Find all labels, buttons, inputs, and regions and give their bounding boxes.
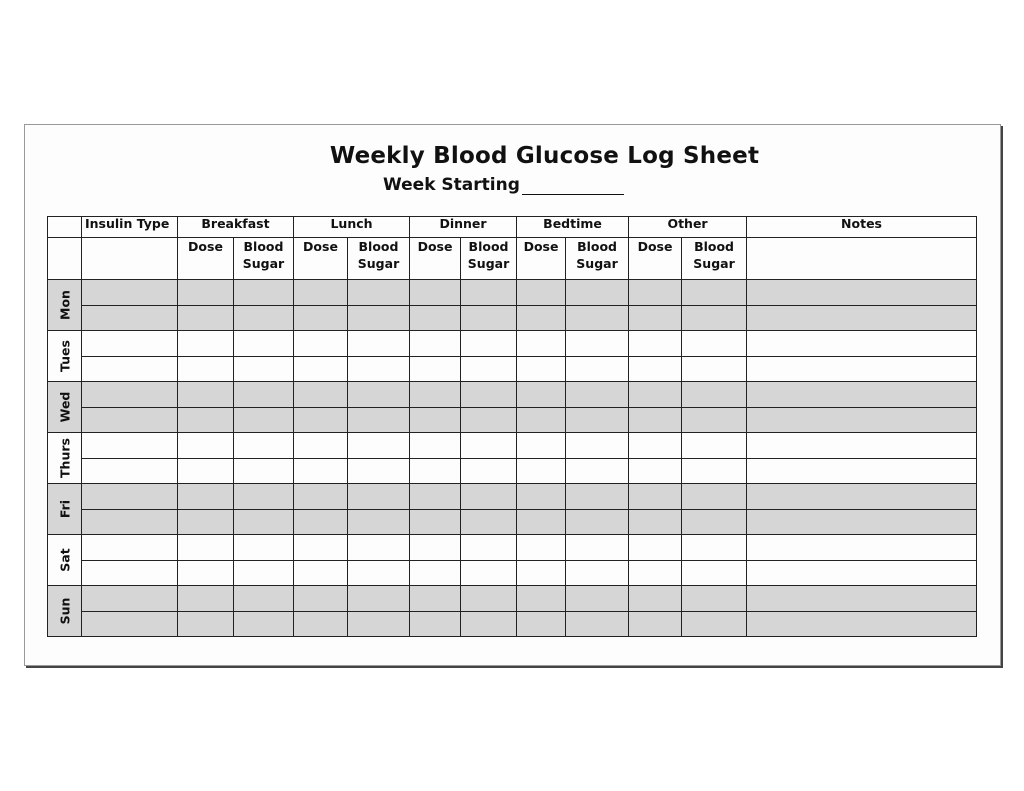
table-row <box>48 484 977 510</box>
log-entry-cell[interactable] <box>566 433 629 459</box>
day-label: Mon <box>57 290 72 320</box>
log-entry-cell[interactable] <box>178 611 234 637</box>
blood-label: Blood <box>468 239 509 254</box>
log-entry-cell[interactable] <box>234 586 294 612</box>
day-cell-tues <box>48 331 82 382</box>
log-entry-cell[interactable] <box>234 305 294 331</box>
dose-header: Dose <box>294 238 348 280</box>
log-entry-cell[interactable] <box>566 331 629 357</box>
log-entry-cell[interactable] <box>348 611 410 637</box>
log-entry-cell[interactable] <box>461 433 517 459</box>
log-entry-cell[interactable] <box>410 509 461 535</box>
week-starting-line <box>383 175 624 195</box>
log-entry-cell[interactable] <box>747 458 977 484</box>
log-entry-cell[interactable] <box>178 509 234 535</box>
log-entry-cell[interactable] <box>294 611 348 637</box>
log-entry-cell[interactable] <box>234 535 294 561</box>
table-row <box>48 305 977 331</box>
log-entry-cell[interactable] <box>234 280 294 306</box>
log-entry-cell[interactable] <box>234 407 294 433</box>
log-entry-cell[interactable] <box>566 407 629 433</box>
day-cell-mon <box>48 280 82 331</box>
log-entry-cell[interactable] <box>178 458 234 484</box>
log-entry-cell[interactable] <box>178 382 234 408</box>
blood-label: Blood <box>577 239 617 254</box>
table-row <box>48 331 977 357</box>
log-entry-cell[interactable] <box>747 560 977 586</box>
table-row <box>48 382 977 408</box>
blood-label: Blood <box>243 239 284 254</box>
log-entry-cell[interactable] <box>348 484 410 510</box>
log-entry-cell[interactable] <box>629 458 682 484</box>
log-entry-cell[interactable] <box>294 280 348 306</box>
dose-header: Dose <box>517 238 566 280</box>
meal-header-lunch: Lunch <box>294 217 410 238</box>
log-entry-cell[interactable] <box>747 331 977 357</box>
log-entry-cell[interactable] <box>517 509 566 535</box>
log-entry-cell[interactable] <box>682 331 747 357</box>
log-entry-cell[interactable] <box>747 535 977 561</box>
log-entry-cell[interactable] <box>82 586 178 612</box>
log-entry-cell[interactable] <box>682 586 747 612</box>
day-cell-sun <box>48 586 82 637</box>
log-entry-cell[interactable] <box>294 382 348 408</box>
log-entry-cell[interactable] <box>629 535 682 561</box>
meal-header-breakfast: Breakfast <box>178 217 294 238</box>
log-entry-cell[interactable] <box>629 280 682 306</box>
log-entry-cell[interactable] <box>682 535 747 561</box>
meal-header-dinner: Dinner <box>410 217 517 238</box>
log-entry-cell[interactable] <box>410 331 461 357</box>
corner-cell <box>48 217 82 238</box>
log-entry-cell[interactable] <box>461 280 517 306</box>
log-entry-cell[interactable] <box>566 509 629 535</box>
log-entry-cell[interactable] <box>517 484 566 510</box>
log-entry-cell[interactable] <box>410 535 461 561</box>
log-entry-cell[interactable] <box>461 484 517 510</box>
log-entry-cell[interactable] <box>348 433 410 459</box>
log-entry-cell[interactable] <box>629 407 682 433</box>
log-entry-cell[interactable] <box>294 305 348 331</box>
log-entry-cell[interactable] <box>82 407 178 433</box>
day-cell-thurs <box>48 433 82 484</box>
log-entry-cell[interactable] <box>82 433 178 459</box>
meal-header-other: Other <box>629 217 747 238</box>
week-starting-field[interactable] <box>522 180 624 195</box>
log-entry-cell[interactable] <box>348 382 410 408</box>
log-entry-cell[interactable] <box>461 305 517 331</box>
log-entry-cell[interactable] <box>410 560 461 586</box>
log-entry-cell[interactable] <box>629 305 682 331</box>
sugar-label: Sugar <box>357 256 400 271</box>
log-entry-cell[interactable] <box>629 611 682 637</box>
log-entry-cell[interactable] <box>82 280 178 306</box>
log-entry-cell[interactable] <box>410 356 461 382</box>
log-entry-cell[interactable] <box>294 586 348 612</box>
log-entry-cell[interactable] <box>566 560 629 586</box>
blood-label: Blood <box>358 239 399 254</box>
log-entry-cell[interactable] <box>410 280 461 306</box>
log-entry-cell[interactable] <box>348 535 410 561</box>
day-label: Fri <box>57 499 72 519</box>
log-entry-cell[interactable] <box>294 331 348 357</box>
log-entry-cell[interactable] <box>294 407 348 433</box>
log-entry-cell[interactable] <box>517 407 566 433</box>
log-entry-cell[interactable] <box>682 382 747 408</box>
log-entry-cell[interactable] <box>566 611 629 637</box>
log-entry-cell[interactable] <box>294 458 348 484</box>
log-entry-cell[interactable] <box>410 407 461 433</box>
log-entry-cell[interactable] <box>82 509 178 535</box>
day-label: Sat <box>57 548 72 572</box>
insulin-type-header: Insulin Type <box>82 217 178 238</box>
log-entry-cell[interactable] <box>461 331 517 357</box>
log-entry-cell[interactable] <box>178 407 234 433</box>
log-entry-cell[interactable] <box>682 433 747 459</box>
log-entry-cell[interactable] <box>410 382 461 408</box>
log-entry-cell[interactable] <box>629 433 682 459</box>
log-entry-cell[interactable] <box>178 535 234 561</box>
log-entry-cell[interactable] <box>294 560 348 586</box>
notes-subheader <box>747 238 977 280</box>
log-entry-cell[interactable] <box>234 331 294 357</box>
log-entry-cell[interactable] <box>629 509 682 535</box>
log-entry-cell[interactable] <box>517 305 566 331</box>
table-row <box>48 407 977 433</box>
log-entry-cell[interactable] <box>517 433 566 459</box>
page-title: Weekly Blood Glucose Log Sheet <box>329 143 760 169</box>
blood-sugar-header <box>461 238 517 280</box>
dose-header: Dose <box>178 238 234 280</box>
log-entry-cell[interactable] <box>178 280 234 306</box>
log-entry-cell[interactable] <box>82 382 178 408</box>
blood-sugar-header <box>566 238 629 280</box>
log-entry-cell[interactable] <box>178 433 234 459</box>
log-body <box>48 280 977 637</box>
log-entry-cell[interactable] <box>82 560 178 586</box>
log-entry-cell[interactable] <box>348 560 410 586</box>
table-row <box>48 560 977 586</box>
table-row <box>48 356 977 382</box>
log-entry-cell[interactable] <box>747 382 977 408</box>
log-entry-cell[interactable] <box>348 305 410 331</box>
log-entry-cell[interactable] <box>682 280 747 306</box>
sugar-label: Sugar <box>576 256 618 271</box>
log-entry-cell[interactable] <box>629 560 682 586</box>
header-row-meals <box>48 217 977 238</box>
log-entry-cell[interactable] <box>82 356 178 382</box>
log-entry-cell[interactable] <box>348 458 410 484</box>
log-entry-cell[interactable] <box>348 509 410 535</box>
log-entry-cell[interactable] <box>566 280 629 306</box>
log-entry-cell[interactable] <box>517 382 566 408</box>
table-row <box>48 280 977 306</box>
log-entry-cell[interactable] <box>234 560 294 586</box>
dose-header: Dose <box>629 238 682 280</box>
log-entry-cell[interactable] <box>82 458 178 484</box>
log-entry-cell[interactable] <box>82 535 178 561</box>
log-entry-cell[interactable] <box>517 535 566 561</box>
table-row <box>48 611 977 637</box>
day-cell-wed <box>48 382 82 433</box>
log-entry-cell[interactable] <box>517 458 566 484</box>
sugar-label: Sugar <box>467 256 510 271</box>
log-entry-cell[interactable] <box>747 356 977 382</box>
log-entry-cell[interactable] <box>82 484 178 510</box>
log-entry-cell[interactable] <box>410 586 461 612</box>
sugar-label: Sugar <box>242 256 285 271</box>
log-entry-cell[interactable] <box>461 509 517 535</box>
blood-sugar-header <box>348 238 410 280</box>
log-entry-cell[interactable] <box>82 305 178 331</box>
log-entry-cell[interactable] <box>629 382 682 408</box>
day-label: Tues <box>57 340 72 372</box>
log-entry-cell[interactable] <box>566 305 629 331</box>
log-entry-cell[interactable] <box>566 382 629 408</box>
blood-sugar-header <box>234 238 294 280</box>
log-entry-cell[interactable] <box>348 356 410 382</box>
log-entry-cell[interactable] <box>410 458 461 484</box>
glucose-log-table <box>47 216 977 637</box>
log-entry-cell[interactable] <box>234 611 294 637</box>
log-entry-cell[interactable] <box>517 331 566 357</box>
log-entry-cell[interactable] <box>629 356 682 382</box>
log-entry-cell[interactable] <box>178 484 234 510</box>
notes-header: Notes <box>747 217 977 238</box>
table-row <box>48 535 977 561</box>
log-entry-cell[interactable] <box>517 560 566 586</box>
log-entry-cell[interactable] <box>410 611 461 637</box>
sugar-label: Sugar <box>693 256 735 271</box>
log-entry-cell[interactable] <box>461 382 517 408</box>
log-entry-cell[interactable] <box>682 484 747 510</box>
log-entry-cell[interactable] <box>517 586 566 612</box>
log-entry-cell[interactable] <box>294 535 348 561</box>
header-row-subcolumns <box>48 238 977 280</box>
log-entry-cell[interactable] <box>747 433 977 459</box>
log-entry-cell[interactable] <box>82 611 178 637</box>
day-label: Thurs <box>57 438 72 478</box>
day-label: Sun <box>57 597 72 625</box>
log-entry-cell[interactable] <box>178 586 234 612</box>
insulin-type-subheader <box>82 238 178 280</box>
log-entry-cell[interactable] <box>461 535 517 561</box>
log-entry-cell[interactable] <box>747 407 977 433</box>
log-entry-cell[interactable] <box>517 356 566 382</box>
log-entry-cell[interactable] <box>682 407 747 433</box>
log-entry-cell[interactable] <box>82 331 178 357</box>
log-entry-cell[interactable] <box>348 331 410 357</box>
log-entry-cell[interactable] <box>682 560 747 586</box>
log-entry-cell[interactable] <box>461 407 517 433</box>
log-sheet <box>24 124 1001 666</box>
log-entry-cell[interactable] <box>682 458 747 484</box>
log-entry-cell[interactable] <box>348 407 410 433</box>
log-entry-cell[interactable] <box>566 458 629 484</box>
log-entry-cell[interactable] <box>461 356 517 382</box>
table-row <box>48 586 977 612</box>
log-entry-cell[interactable] <box>410 433 461 459</box>
log-entry-cell[interactable] <box>178 331 234 357</box>
corner-cell-2 <box>48 238 82 280</box>
log-entry-cell[interactable] <box>234 458 294 484</box>
table-row <box>48 458 977 484</box>
log-entry-cell[interactable] <box>566 535 629 561</box>
log-entry-cell[interactable] <box>629 331 682 357</box>
meal-header-bedtime: Bedtime <box>517 217 629 238</box>
log-entry-cell[interactable] <box>629 484 682 510</box>
log-entry-cell[interactable] <box>410 484 461 510</box>
log-entry-cell[interactable] <box>517 280 566 306</box>
log-entry-cell[interactable] <box>629 586 682 612</box>
log-entry-cell[interactable] <box>747 586 977 612</box>
log-entry-cell[interactable] <box>747 484 977 510</box>
log-entry-cell[interactable] <box>410 305 461 331</box>
log-entry-cell[interactable] <box>294 484 348 510</box>
log-entry-cell[interactable] <box>517 611 566 637</box>
log-entry-cell[interactable] <box>294 356 348 382</box>
log-entry-cell[interactable] <box>461 458 517 484</box>
log-entry-cell[interactable] <box>234 356 294 382</box>
log-entry-cell[interactable] <box>294 433 348 459</box>
log-entry-cell[interactable] <box>682 611 747 637</box>
log-entry-cell[interactable] <box>178 356 234 382</box>
log-entry-cell[interactable] <box>682 509 747 535</box>
log-entry-cell[interactable] <box>747 611 977 637</box>
blood-sugar-header <box>682 238 747 280</box>
log-entry-cell[interactable] <box>461 586 517 612</box>
log-entry-cell[interactable] <box>234 382 294 408</box>
week-starting-label: Week Starting <box>383 175 520 195</box>
day-cell-sat <box>48 535 82 586</box>
blood-label: Blood <box>694 239 734 254</box>
day-label: Wed <box>57 391 72 423</box>
log-entry-cell[interactable] <box>747 509 977 535</box>
log-entry-cell[interactable] <box>682 305 747 331</box>
log-entry-cell[interactable] <box>747 280 977 306</box>
log-entry-cell[interactable] <box>461 611 517 637</box>
table-row <box>48 433 977 459</box>
log-entry-cell[interactable] <box>461 560 517 586</box>
log-entry-cell[interactable] <box>178 305 234 331</box>
log-entry-cell[interactable] <box>682 356 747 382</box>
dose-header: Dose <box>410 238 461 280</box>
log-entry-cell[interactable] <box>234 509 294 535</box>
log-entry-cell[interactable] <box>234 433 294 459</box>
log-entry-cell[interactable] <box>566 356 629 382</box>
log-entry-cell[interactable] <box>234 484 294 510</box>
day-cell-fri <box>48 484 82 535</box>
log-entry-cell[interactable] <box>348 280 410 306</box>
log-entry-cell[interactable] <box>348 586 410 612</box>
log-entry-cell[interactable] <box>566 484 629 510</box>
log-entry-cell[interactable] <box>294 509 348 535</box>
log-entry-cell[interactable] <box>747 305 977 331</box>
table-row <box>48 509 977 535</box>
log-entry-cell[interactable] <box>178 560 234 586</box>
log-entry-cell[interactable] <box>566 586 629 612</box>
